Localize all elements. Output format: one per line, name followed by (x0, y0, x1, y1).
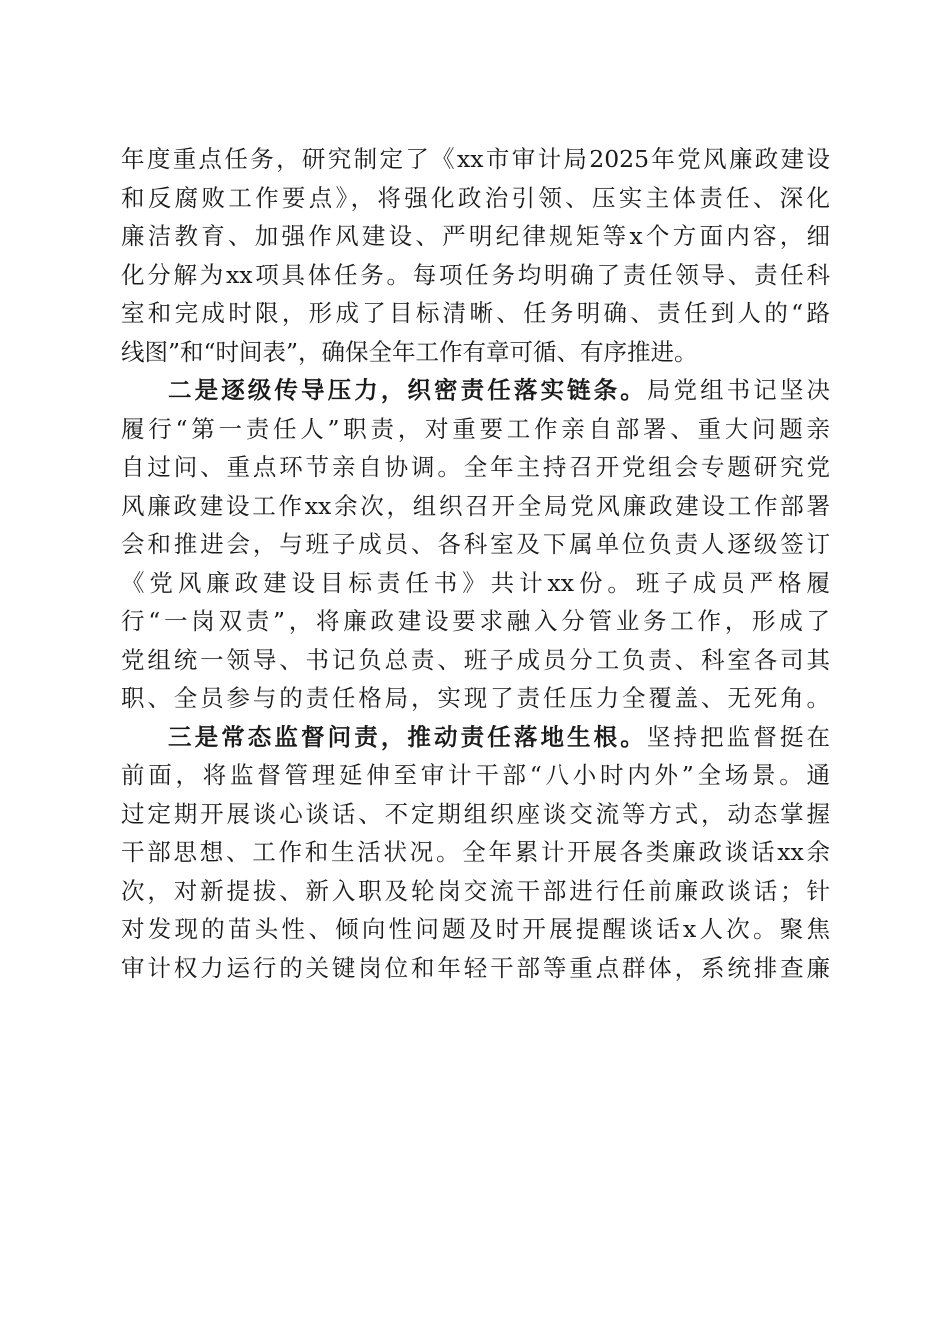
paragraph-first-line-text: 坚持把监督挺在 (646, 722, 830, 751)
paragraph-line: 职、全员参与的责任格局，实现了责任压力全覆盖、无死角。 (121, 684, 830, 712)
paragraph-first-line (121, 718, 830, 757)
paragraph-line: 风廉政建设工作xx余次，组织召开全局党风廉政建设工作部署 (121, 491, 830, 520)
paragraph-line: 行“一岗双责”，将廉政建设要求融入分管业务工作，形成了 (121, 607, 830, 635)
paragraph-line: 自过问、重点环节亲自协调。全年主持召开党组会专题研究党 (121, 453, 830, 481)
paragraph-line: 次，对新提拔、新入职及轮岗交流干部进行任前廉政谈话；针 (121, 876, 830, 905)
paragraph-2 (121, 371, 830, 718)
paragraph-3 (121, 718, 830, 988)
paragraph-line: 履行“第一责任人”职责，对重要工作亲自部署、重大问题亲 (121, 414, 830, 443)
paragraph-line: 对发现的苗头性、倾向性问题及时开展提醒谈话x人次。聚焦 (121, 915, 830, 943)
paragraph-first-line (121, 371, 830, 410)
document-body (121, 140, 830, 987)
paragraph-line: 《党风廉政建设目标责任书》共计xx份。班子成员严格履 (121, 568, 830, 597)
paragraph-line: 线图”和“时间表”，确保全年工作有章可循、有序推进。 (121, 337, 698, 366)
paragraph-line: 廉洁教育、加强作风建设、严明纪律规矩等x个方面内容，细 (121, 222, 830, 250)
paragraph-line: 干部思想、工作和生活状况。全年累计开展各类廉政谈话xx余 (121, 838, 830, 866)
paragraph-1 (121, 140, 830, 371)
paragraph-line: 党组统一领导、书记负总责、班子成员分工负责、科室各司其 (121, 645, 830, 674)
paragraph-line: 室和完成时限，形成了目标清晰、任务明确、责任到人的“路 (121, 299, 830, 327)
paragraph-first-line-text: 局党组书记坚决 (646, 376, 830, 404)
paragraph-line: 化分解为xx项具体任务。每项任务均明确了责任领导、责任科 (121, 260, 830, 289)
paragraph-line: 和反腐败工作要点》，将强化政治引领、压实主体责任、深化 (121, 183, 830, 212)
paragraph-lead-heading: 三是常态监督问责，推动责任落地生根。 (168, 722, 647, 751)
paragraph-line: 前面，将监督管理延伸至审计干部“八小时内外”全场景。通 (121, 761, 830, 789)
paragraph-lead-heading: 二是逐级传导压力，织密责任落实链条。 (168, 376, 647, 404)
paragraph-line: 审计权力运行的关键岗位和年轻干部等重点群体，系统排查廉 (121, 953, 830, 982)
paragraph-line: 会和推进会，与班子成员、各科室及下属单位负责人逐级签订 (121, 530, 830, 558)
paragraph-line: 过定期开展谈心谈话、不定期组织座谈交流等方式，动态掌握 (121, 799, 830, 828)
paragraph-line: 年度重点任务，研究制定了《xx市审计局2025年党风廉政建设 (121, 145, 830, 173)
